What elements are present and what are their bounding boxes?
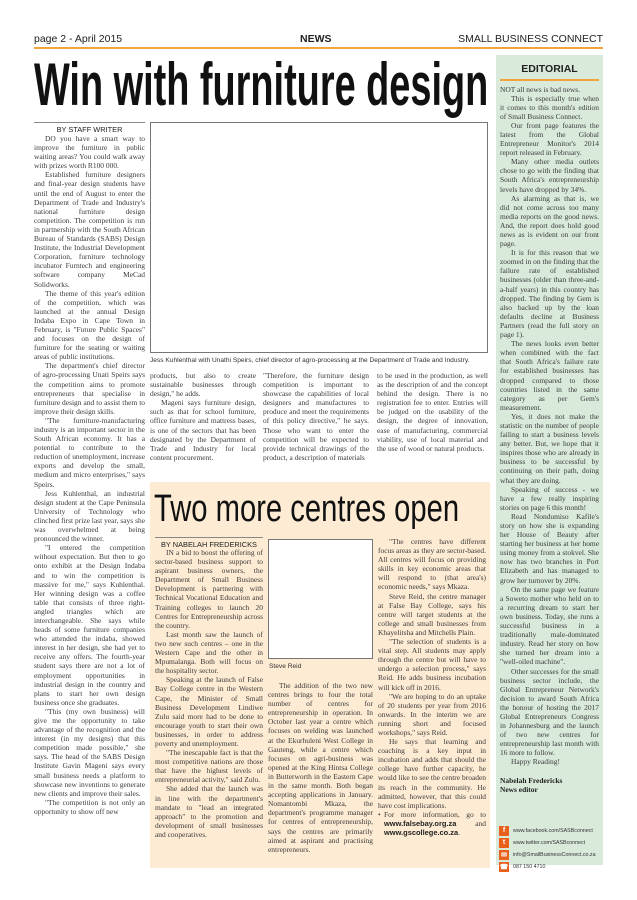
contact-item[interactable] <box>499 861 596 872</box>
paragraph: "This (my own business) will give me the opportunity to take advantage of the recognition and the interest (in my designs) that this competition made possible," she says. The head of the SABS Design Institute Gavin Mageni says every small business needs a platform to showcase new inventions to generate new clients and improve their sales. <box>34 706 145 798</box>
paragraph: Read Nondumiso Kafile's story on how she is expanding her House of Beauty after starting her business at her home using money from a stokvel. She now has two branches in Port Elizabeth and has managed to grow her turnover by 20%. <box>500 511 599 585</box>
paragraph: Mageni says furniture design, such as that for school furniture, office furniture and mattress bases, is one of the sectors that has been designated by the Department of Trade and Industry for local content procurement. <box>150 398 256 462</box>
paragraph: The theme of this year's edition of the competition, which was launched at the annual Design Indaba Expo in Cape Town in February, is "Future Public Spaces" and focuses on the design of furniture for the seating or waiting areas of public institutions. <box>34 288 145 362</box>
paragraph: She added that the launch was in line with the department's mandate to "lead an integrated approach" to the promotion and development of small businesses and cooperatives. <box>155 784 263 839</box>
phone-icon: ☎ <box>499 863 509 871</box>
paragraph: The department's chief director of agro-processing Unati Speirs says the competition aims to promote entrepreneurs that specialise in furniture design and to assist them to improve their design skills. <box>34 361 145 416</box>
contact-item[interactable] <box>499 825 596 836</box>
editorial-paragraphs <box>500 85 599 767</box>
page-number: page 2 - April 2015 <box>34 33 123 45</box>
story2-column-3 <box>378 537 486 837</box>
gscollege-link[interactable]: www.gscollege.co.za <box>384 828 459 837</box>
story1-caption: Jess Kuhlenthal with Unathi Speirs, chief director of agro-processing at the Department of Trade and Industry. <box>150 357 470 364</box>
paragraph: "The selection of students is a vital step. All students may apply through the centre but will have to undergo a selection process," says Reid. He adds business incubation will kick off in 2016. <box>378 637 486 692</box>
contact-text[interactable]: 087 150 4710 <box>513 863 546 870</box>
paragraph: Steve Reid, the centre manager at False Bay College, says his centre will target students at the college and small businesses from Khayelitsha and Mitchells Plain. <box>378 591 486 637</box>
paragraph: Jess Kuhlenthal, an industrial design student at the Cape Peninsula University of Technology who clinched first prize last year, says she was overwhelmed at being pronounced the winner. <box>34 488 145 544</box>
contact-list <box>499 825 596 873</box>
paragraph: Speaking of success - we have a few really inspiring stories on page 6 this month! <box>500 484 599 512</box>
paragraph: "The inescapable fact is that the most competitive nations are those that have the highest levels of entrepreneurial activity," said Zulu. <box>155 748 263 785</box>
contact-text[interactable]: info@SmallBusinessConnect.co.za <box>513 851 596 858</box>
header-rule <box>34 47 603 49</box>
paragraph: "Therefore, the furniture design competition is important to showcase the capabilities of local designers and manufactures to produce and meet the requirements of this policy directive," he says. Those who want to enter the competition will be expected to provide technical drawings of the product, a description of materials <box>263 371 369 462</box>
paragraph: "We are hoping to do an uptake of 20 students per year from 2016 onwards. In the interim we are running short and focused workshops," says Reid. <box>378 691 486 737</box>
publication-name: SMALL BUSINESS CONNECT <box>458 33 603 45</box>
paragraph: "I entered the competition without expectation. But then to go onto exhibit at the Design Indaba and to win the competition is massive for me," says Kuhlenthal. Her winning design was a coffee table that consists of three right-angled triangles which are interchangeable. She says while heads of some furniture companies who attended the indaba, showed interest in her design, she had yet to receive any offers. The fourth-year student says there are not a lot of employment opportunities in industrial design in the country and plans to start her own design business once she graduates. <box>34 543 145 707</box>
story1-column-1 <box>34 134 145 894</box>
twitter-icon: t <box>499 838 509 848</box>
paragraph: Many other media outlets chose to go with the finding that South Africa's entrepreneurship levels have dropped by 34%. <box>500 157 599 194</box>
paragraph: This is especially true when it comes to this month's edition of Small Business Connect. <box>500 93 599 121</box>
falsebay-link[interactable]: www.falsebay.org.za <box>384 818 457 828</box>
story1-column-2 <box>150 371 256 471</box>
section-label: NEWS <box>300 33 332 45</box>
story2-byline: BY NABELAH FREDERICKS <box>155 537 263 549</box>
paragraph: He says that learning and coaching is a key input in incubation and adds that should the college have further capacity, he would like to see the centre broaden its reach in the community. He admitted, however, that this could have cost implications. <box>378 737 486 810</box>
paragraph: On the same page we feature a Soweto mother who held on to a recurring dream to start her own business. Today, she runs a successful business in a traditionally male-dominated industry. Read her story on how she turned her dream into a "well-oiled machine". <box>500 584 599 667</box>
paragraph: Yes, it does not make the statistic on the number of people failing to start a business levels any better. But, we hope that it inspires those who are already in business to be successful by continuing on their path, doing what they are doing. <box>500 411 599 485</box>
paragraph: DO you have a smart way to improve the furniture in public waiting areas? You could walk away with prizes worth R100 000. <box>34 134 145 171</box>
paragraph: Last month saw the launch of two new such centres – one in the Western Cape and the other in Mpumalanga. Both will focus on the hospitality sector. <box>155 629 263 676</box>
story2-photo <box>268 539 373 659</box>
editorial-body <box>500 85 599 794</box>
more-info-text: For more information, go to <box>384 809 486 819</box>
paragraph: Established furniture designers and final-year design students have until the end of August to enter the Department of Trade and Industry's national furniture design competition. The competition is run in partnership with the South African Bureau of Standards (SABS) Design Institute, the Industrial Development Corporation, furniture technology incubator Furntech and engineering software company MeCad Solidworks. <box>34 170 145 289</box>
story2-column-1 <box>155 548 263 858</box>
more-info <box>378 810 486 837</box>
story1-photo <box>150 122 488 353</box>
signature-name: Nabelah Fredericks <box>500 775 563 785</box>
editorial-heading: EDITORIAL <box>521 63 578 75</box>
paragraph: Other successes for the small business sector include, the Global Entrepreneur Network's decision to award South Africa the honour of hosting the 2017 Global Entrepreneurs Congress in Johannesburg and the launch of two new centres for entrepreneurship last month with 16 more to follow. <box>500 666 599 758</box>
paragraph: to be used in the production, as well as the description of and the concept behind the design. There is no registration fee to enter. Entries will be judged on the usability of the design, the degree of innovation, ease of manufacturing, commercial viability, use of local material and the use of wood or natural products. <box>377 371 488 453</box>
and-text: and <box>475 818 486 828</box>
story2-caption: Steve Reid <box>269 663 302 670</box>
paragraph: "The competition is not only an opportunity to show off new <box>34 797 145 816</box>
paragraph: "The centres have different focus areas as they are sector-based. All centres will focus on providing skills in key economic areas that will respond to (that area's) economic needs," says Mkaza. <box>378 537 486 592</box>
story1-column-3 <box>263 371 369 471</box>
signature-title: News editor <box>500 784 538 794</box>
paragraph: IN a bid to boost the offering of sector-based business support to aspirant business owners, the Department of Small Business Development is partnering with Technical Vocational Education and Training colleges to launch 20 Centres for Entrepreneurship across the country. <box>155 548 263 630</box>
email-icon: ✉ <box>499 850 509 860</box>
headline-text: Two more centres open <box>154 488 460 530</box>
column-paragraphs <box>378 537 486 810</box>
contact-text[interactable]: www.facebook.com/SASBconnect <box>513 827 593 834</box>
story2-headline <box>154 487 551 531</box>
paragraph: The news looks even better when combined with the fact that South Africa's failure rate for established businesses has dropped compared to those countries listed in the same category as per Gem's measurement. <box>500 339 599 412</box>
paragraph: The addition of the two new centres brings to four the total number of centres for entrepreneurship in operation. In October last year a centre which focuses on welding was launched at the Ekurhuleni West College in Gauteng, while a centre which focuses on agri-business was opened at the King Hintsa College in Butterworth in the Eastern Cape in the same month. Both began accepting applications in January. Nomantombi Mkaza, the department's programme manager for centres of entrepreneurship, says the centres are primarily aimed at aspirant and practising entrepreneurs. <box>268 681 373 854</box>
paragraph: It is for this reason that we zoomed in on the finding that the failure rate of established businesses (older than three-and-a-half years) in this country has dropped. The finding by Gem is also backed up by the loan defaults decline at Business Partners (read the full story on page 1). <box>500 248 599 340</box>
paragraph: Happy Reading! <box>511 757 560 767</box>
story2-column-2 <box>268 681 373 861</box>
contact-item[interactable] <box>499 849 596 860</box>
period: . <box>458 828 460 837</box>
paragraph: products, but also to create sustainable businesses through design," he adds. <box>150 371 256 399</box>
paragraph: NOT all news is bad news. <box>500 84 581 94</box>
paragraph: Speaking at the launch of False Bay College centre in the Western Cape, the Minister of Small Business Development Lindiwe Zulu said more had to be done to encourage youth to start their own businesses, in order to address poverty and unemployment. <box>155 675 263 748</box>
paragraph: Our front page features the latest from the Global Entrepreneur Monitor's 2014 report released in February. <box>500 120 599 158</box>
contact-item[interactable] <box>499 837 596 848</box>
facebook-icon: f <box>499 826 509 836</box>
contact-text[interactable]: www.twitter.com/SASBconnect <box>513 839 586 846</box>
paragraph: "The furniture-manufacturing industry is an important sector in the South African economy. It has a potential to contribute to the reduction of unemployment, increase exports and develop the small, medium and micro enterprises," says Speirs. <box>34 415 145 489</box>
headline-text: Win with furniture design <box>34 51 489 118</box>
paragraph: As alarming as that is, we did not come across too many media reports on the good news. And, the report does hold good news as is evident on our front page. <box>500 193 599 249</box>
story1-byline: BY STAFF WRITER <box>34 122 145 134</box>
editorial-panel <box>496 55 603 871</box>
editorial-rule <box>500 79 599 81</box>
story1-column-4 <box>377 371 488 471</box>
